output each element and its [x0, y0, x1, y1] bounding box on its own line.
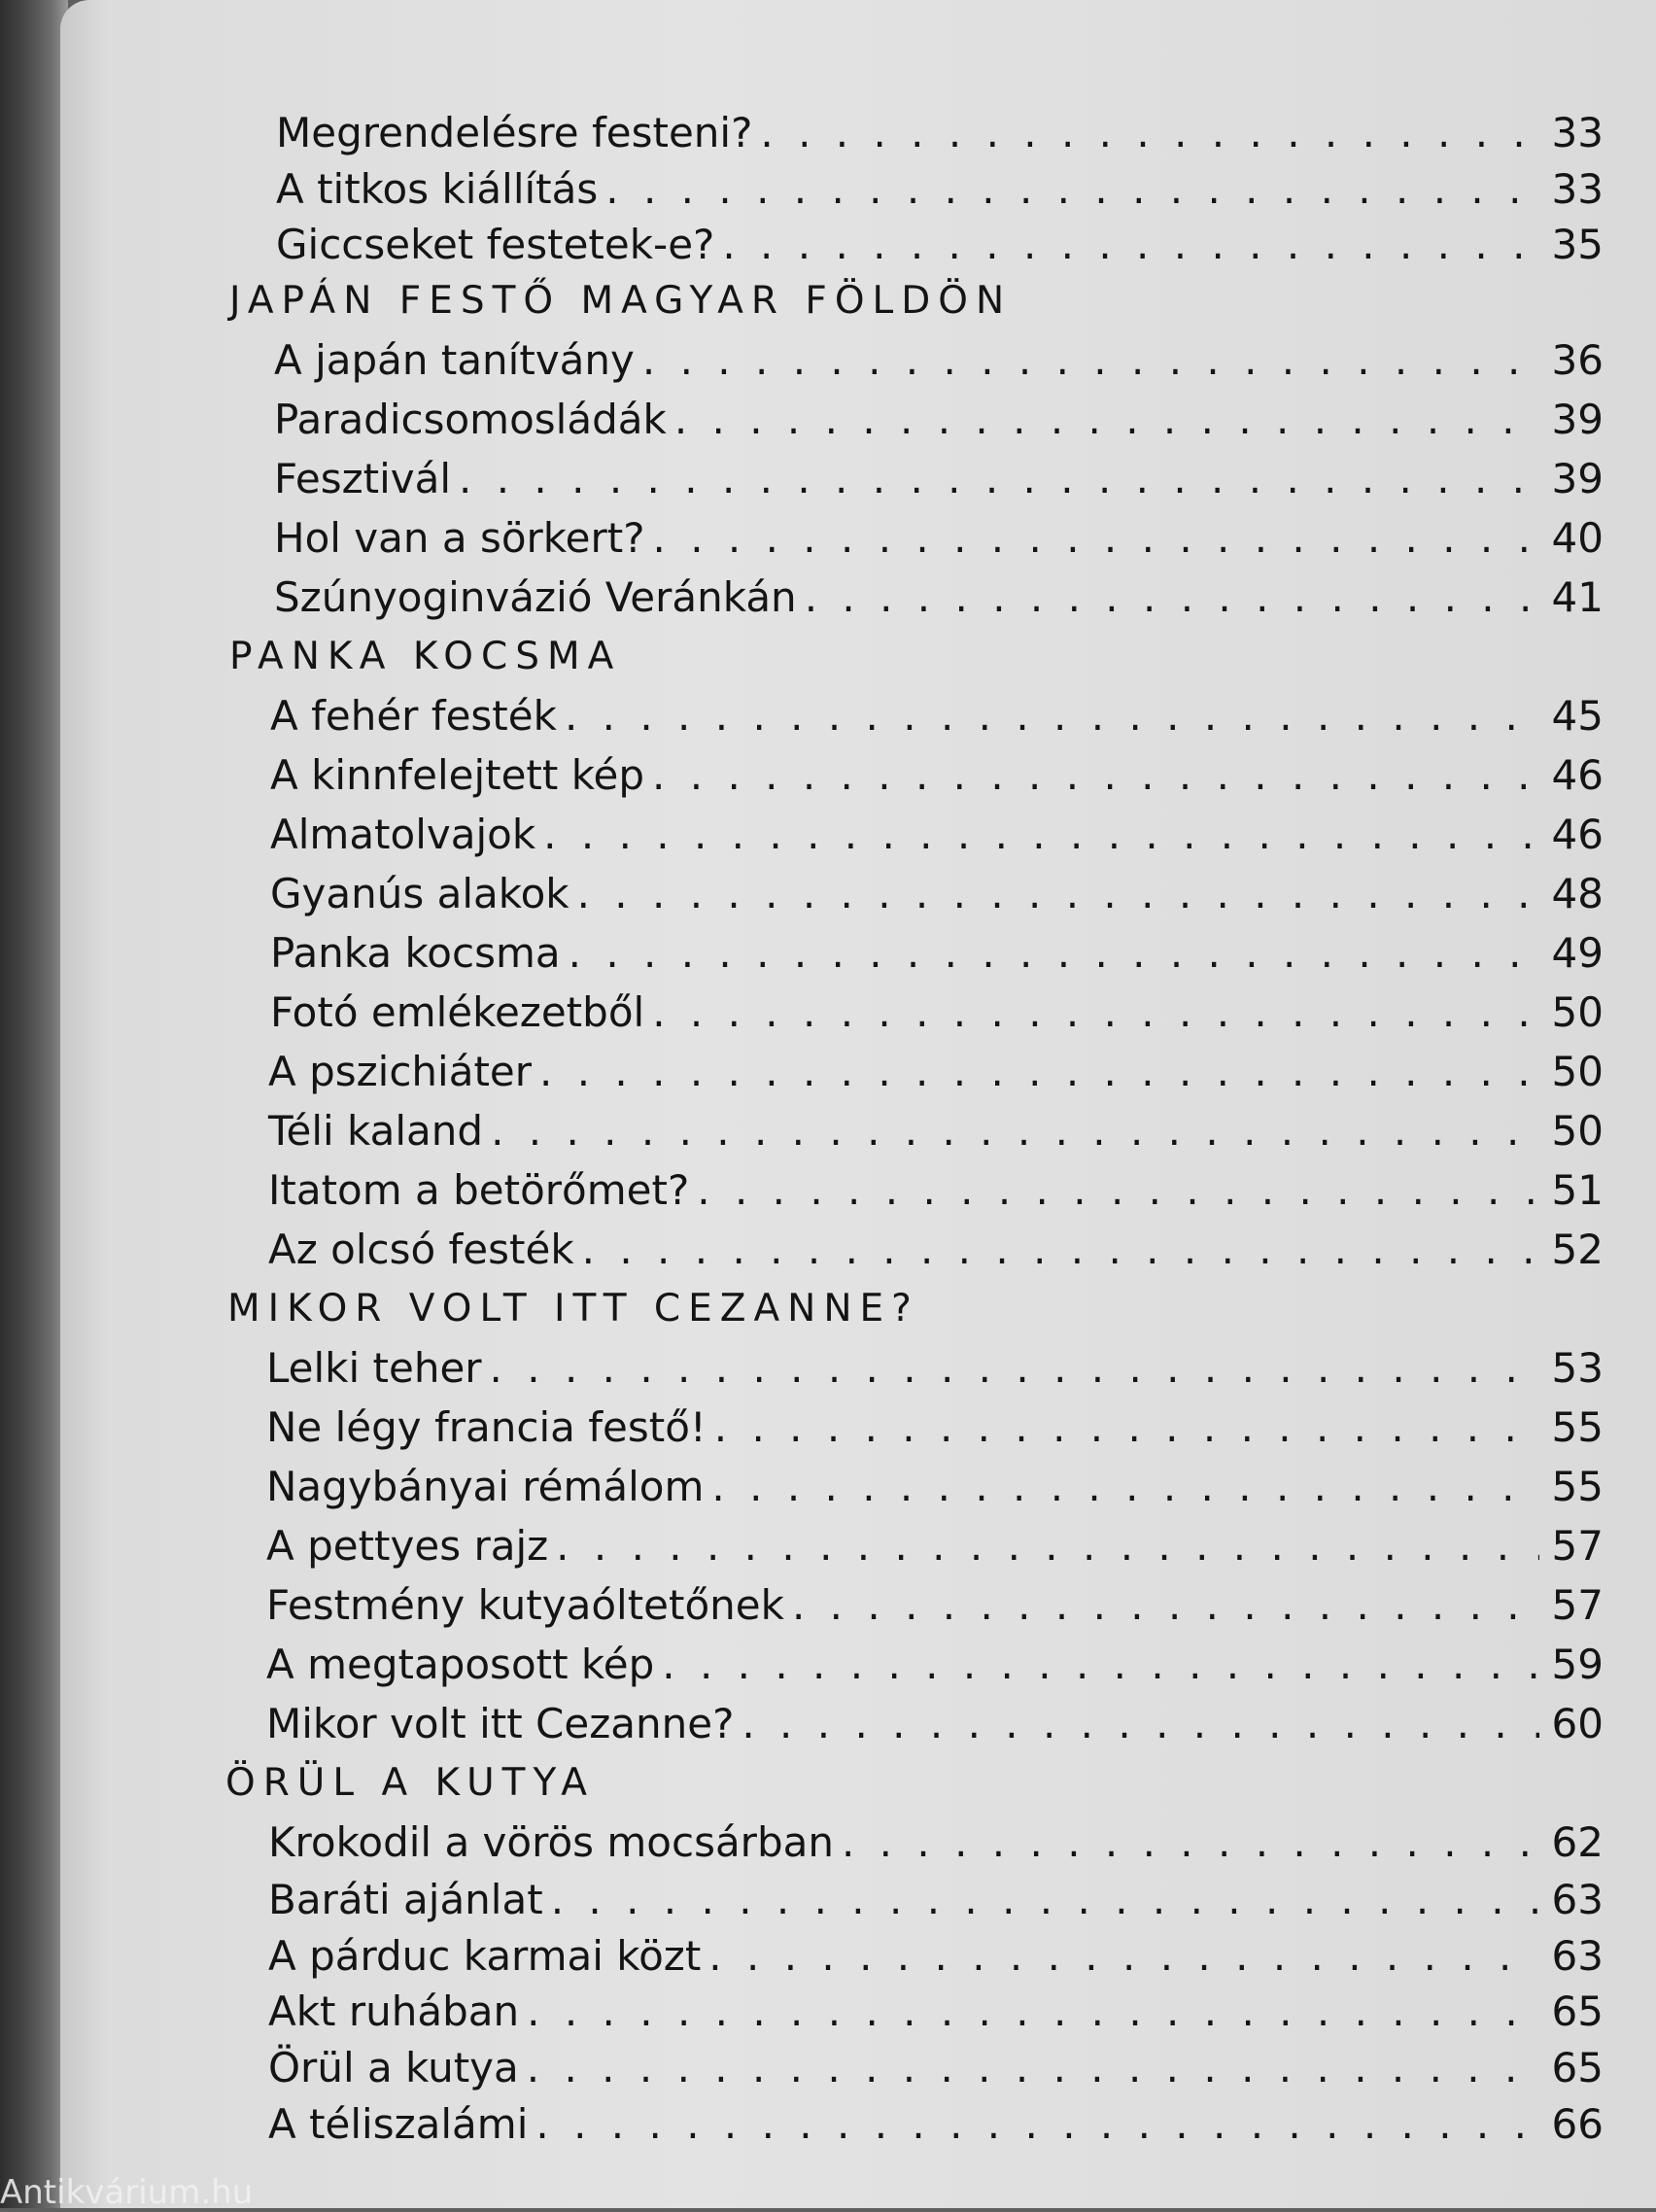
entry-title: Giccseket festetek-e?	[276, 221, 715, 268]
entry-title: Megrendelésre festeni?	[276, 109, 753, 156]
toc-entry	[268, 1814, 1604, 1872]
entry-page-number: 63	[1551, 1932, 1604, 1980]
dot-leader	[652, 984, 1539, 1042]
dot-leader	[490, 1339, 1539, 1398]
dot-leader	[805, 569, 1539, 627]
entry-page-number: 62	[1551, 1818, 1604, 1866]
dot-leader	[582, 1221, 1539, 1279]
entry-title: Nagybányai rémálom	[266, 1463, 705, 1510]
dot-leader	[551, 1871, 1539, 1929]
toc-entry	[276, 160, 1604, 219]
toc-entry	[266, 1399, 1604, 1457]
entry-page-number: 41	[1551, 573, 1604, 621]
entry-page-number: 57	[1551, 1581, 1604, 1629]
toc-entry	[270, 687, 1604, 745]
entry-title: Hol van a sörkert?	[274, 514, 645, 562]
chapter-heading: MIKOR VOLT ITT CEZANNE?	[227, 1287, 919, 1331]
entry-title: Lelki teher	[266, 1344, 482, 1392]
dot-leader	[527, 1983, 1539, 2041]
dot-leader	[653, 509, 1540, 568]
entry-title: Téli kaland	[268, 1107, 484, 1155]
entry-page-number: 63	[1551, 1876, 1604, 1923]
toc-entry	[276, 216, 1604, 274]
entry-page-number: 50	[1551, 1107, 1604, 1155]
toc-entry	[266, 1576, 1604, 1635]
entry-page-number: 53	[1551, 1344, 1604, 1392]
toc-entry	[268, 1983, 1604, 2041]
dot-leader	[842, 1814, 1539, 1872]
entry-title: Az olcsó festék	[268, 1226, 574, 1273]
entry-page-number: 35	[1551, 221, 1604, 268]
entry-page-number: 66	[1551, 2100, 1604, 2148]
dot-leader	[697, 1161, 1539, 1220]
toc-entry	[274, 509, 1604, 568]
watermark: Antikvárium.hu	[0, 2173, 254, 2212]
dot-leader	[539, 1043, 1539, 1101]
entry-title: Mikor volt itt Cezanne?	[266, 1700, 735, 1747]
entry-title: Krokodil a vörös mocsárban	[268, 1818, 834, 1866]
dot-leader	[760, 104, 1539, 162]
entry-title: A japán tanítvány	[274, 336, 635, 384]
entry-page-number: 49	[1551, 929, 1604, 977]
entry-title: Panka kocsma	[270, 929, 561, 977]
entry-title: A téliszalámi	[268, 2100, 529, 2148]
entry-page-number: 33	[1551, 165, 1604, 213]
entry-page-number: 52	[1551, 1226, 1604, 1273]
toc-entry	[274, 391, 1604, 449]
entry-title: Örül a kutya	[268, 2044, 519, 2091]
entry-title: Gyanús alakok	[270, 870, 569, 917]
dot-leader	[543, 806, 1539, 864]
entry-page-number: 50	[1551, 1048, 1604, 1095]
entry-title: A fehér festék	[270, 692, 557, 740]
toc-entry	[270, 924, 1604, 983]
dot-leader	[662, 1636, 1539, 1694]
entry-title: Fotó emlékezetből	[270, 988, 645, 1036]
entry-page-number: 65	[1551, 1987, 1604, 2035]
entry-page-number: 40	[1551, 514, 1604, 562]
dot-leader	[459, 450, 1539, 508]
entry-page-number: 50	[1551, 988, 1604, 1036]
entry-page-number: 57	[1551, 1522, 1604, 1570]
toc-entry	[266, 1636, 1604, 1694]
dot-leader	[569, 924, 1539, 983]
entry-title: A pszichiáter	[268, 1048, 533, 1095]
entry-title: Baráti ajánlat	[268, 1876, 543, 1923]
toc-entry	[274, 450, 1604, 508]
dot-leader	[605, 160, 1539, 219]
dot-leader	[642, 331, 1539, 390]
entry-page-number: 46	[1551, 751, 1604, 799]
entry-page-number: 55	[1551, 1463, 1604, 1510]
entry-page-number: 65	[1551, 2044, 1604, 2091]
entry-page-number: 33	[1551, 109, 1604, 156]
entry-page-number: 45	[1551, 692, 1604, 740]
toc-entry	[268, 2039, 1604, 2097]
entry-title: A titkos kiállítás	[276, 165, 599, 213]
toc-entry	[270, 865, 1604, 923]
dot-leader	[708, 1927, 1539, 1986]
chapter-heading: PANKA KOCSMA	[229, 635, 622, 678]
dot-leader	[565, 687, 1539, 745]
entry-title: A kinnfelejtett kép	[270, 751, 645, 799]
entry-title: Itatom a betörőmet?	[268, 1166, 690, 1214]
toc-entry	[268, 1927, 1604, 1986]
entry-page-number: 59	[1551, 1641, 1604, 1688]
toc-entry	[266, 1458, 1604, 1516]
dot-leader	[556, 1517, 1539, 1575]
entry-page-number: 48	[1551, 870, 1604, 917]
dot-leader	[491, 1102, 1539, 1160]
toc-entry	[268, 2095, 1604, 2154]
entry-title: Almatolvajok	[270, 811, 536, 858]
toc-entry	[274, 331, 1604, 390]
entry-title: Fesztivál	[274, 455, 452, 502]
entry-page-number: 51	[1551, 1166, 1604, 1214]
entry-page-number: 36	[1551, 336, 1604, 384]
entry-title: A megtaposott kép	[266, 1641, 655, 1688]
toc-entry	[266, 1339, 1604, 1398]
toc-entry	[266, 1517, 1604, 1575]
toc-entry	[274, 569, 1604, 627]
toc-entry	[268, 1871, 1604, 1929]
dot-leader	[722, 216, 1539, 274]
toc-entry	[268, 1102, 1604, 1160]
toc-entry	[270, 984, 1604, 1042]
entry-title: Akt ruhában	[268, 1987, 520, 2035]
entry-title: Festmény kutyaóltetőnek	[266, 1581, 784, 1629]
entry-page-number: 60	[1551, 1700, 1604, 1747]
entry-title: Szúnyoginvázió Veránkán	[274, 573, 797, 621]
dot-leader	[792, 1576, 1539, 1635]
dot-leader	[652, 746, 1539, 805]
entry-page-number: 39	[1551, 396, 1604, 443]
dot-leader	[527, 2039, 1539, 2097]
chapter-heading: JAPÁN FESTŐ MAGYAR FÖLDÖN	[229, 279, 1013, 323]
entry-title: Ne légy francia festő!	[266, 1403, 707, 1451]
dot-leader	[714, 1399, 1539, 1457]
toc-entry	[270, 746, 1604, 805]
dot-leader	[742, 1695, 1539, 1753]
chapter-heading: ÖRÜL A KUTYA	[225, 1761, 595, 1805]
dot-leader	[674, 391, 1539, 449]
dot-leader	[577, 865, 1539, 923]
toc-entry	[276, 104, 1604, 162]
entry-title: Paradicsomosládák	[274, 396, 667, 443]
dot-leader	[535, 2095, 1539, 2154]
entry-title: A párduc karmai közt	[268, 1932, 702, 1980]
entry-page-number: 39	[1551, 455, 1604, 502]
toc-entry	[268, 1221, 1604, 1279]
toc-entry	[266, 1695, 1604, 1753]
toc-entry	[270, 806, 1604, 864]
entry-title: A pettyes rajz	[266, 1522, 549, 1570]
entry-page-number: 46	[1551, 811, 1604, 858]
toc-entry	[268, 1043, 1604, 1101]
toc-entry	[268, 1161, 1604, 1220]
dot-leader	[711, 1458, 1539, 1516]
entry-page-number: 55	[1551, 1403, 1604, 1451]
